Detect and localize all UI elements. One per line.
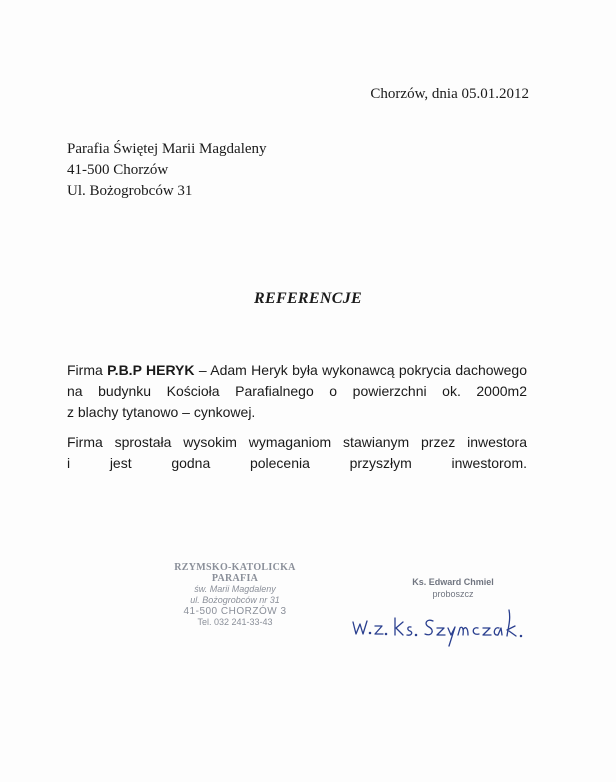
- recipient-name: Parafia Świętej Marii Magdaleny: [67, 141, 267, 157]
- stamp-line-3: ul. Bożogrobców nr 31: [190, 595, 280, 605]
- priest-name: Ks. Edward Chmiel: [412, 577, 494, 587]
- document-title: REFERENCJE: [254, 290, 362, 307]
- firm-name: P.B.P HERYK: [107, 362, 195, 378]
- paragraph-1-line-3: z blachy tytanowo – cynkowej.: [67, 404, 256, 420]
- paragraph-1-line-1-rest: – Adam Heryk była wykonawcą pokrycia dachowego: [194, 362, 527, 378]
- paragraph-1: [67, 360, 527, 423]
- firm-prefix: Firma: [67, 362, 108, 378]
- stamp-line-1: RZYMSKO-KATOLICKA PARAFIA: [174, 562, 296, 584]
- letter-body: [67, 360, 527, 483]
- recipient-street: Ul. Bożogrobców 31: [67, 183, 193, 199]
- recipient-address: [67, 139, 267, 202]
- paragraph-2: [67, 432, 527, 474]
- paragraph-1-line-1: [67, 360, 527, 381]
- priest-role: proboszcz: [432, 589, 474, 599]
- paragraph-1-line-2: na budynku Kościoła Parafialnego o powierzchni ok. 2000m2: [67, 383, 527, 399]
- stamp-line-2: św. Marii Magdaleny: [194, 584, 276, 594]
- handwritten-signature: [345, 590, 565, 650]
- stamp-line-5: Tel. 032 241-33-43: [197, 617, 273, 627]
- paragraph-2-line-2: i jest godna polecenia przyszłym inwestorom.: [67, 455, 527, 471]
- recipient-postal-city: 41-500 Chorzów: [67, 162, 169, 178]
- paragraph-2-line-1: Firma sprostała wysokim wymaganiom stawianym przez inwestora: [67, 434, 527, 450]
- stamp-line-4: 41-500 CHORZÓW 3: [183, 606, 287, 617]
- date-line: Chorzów, dnia 05.01.2012: [370, 86, 529, 102]
- parish-stamp: [155, 562, 315, 628]
